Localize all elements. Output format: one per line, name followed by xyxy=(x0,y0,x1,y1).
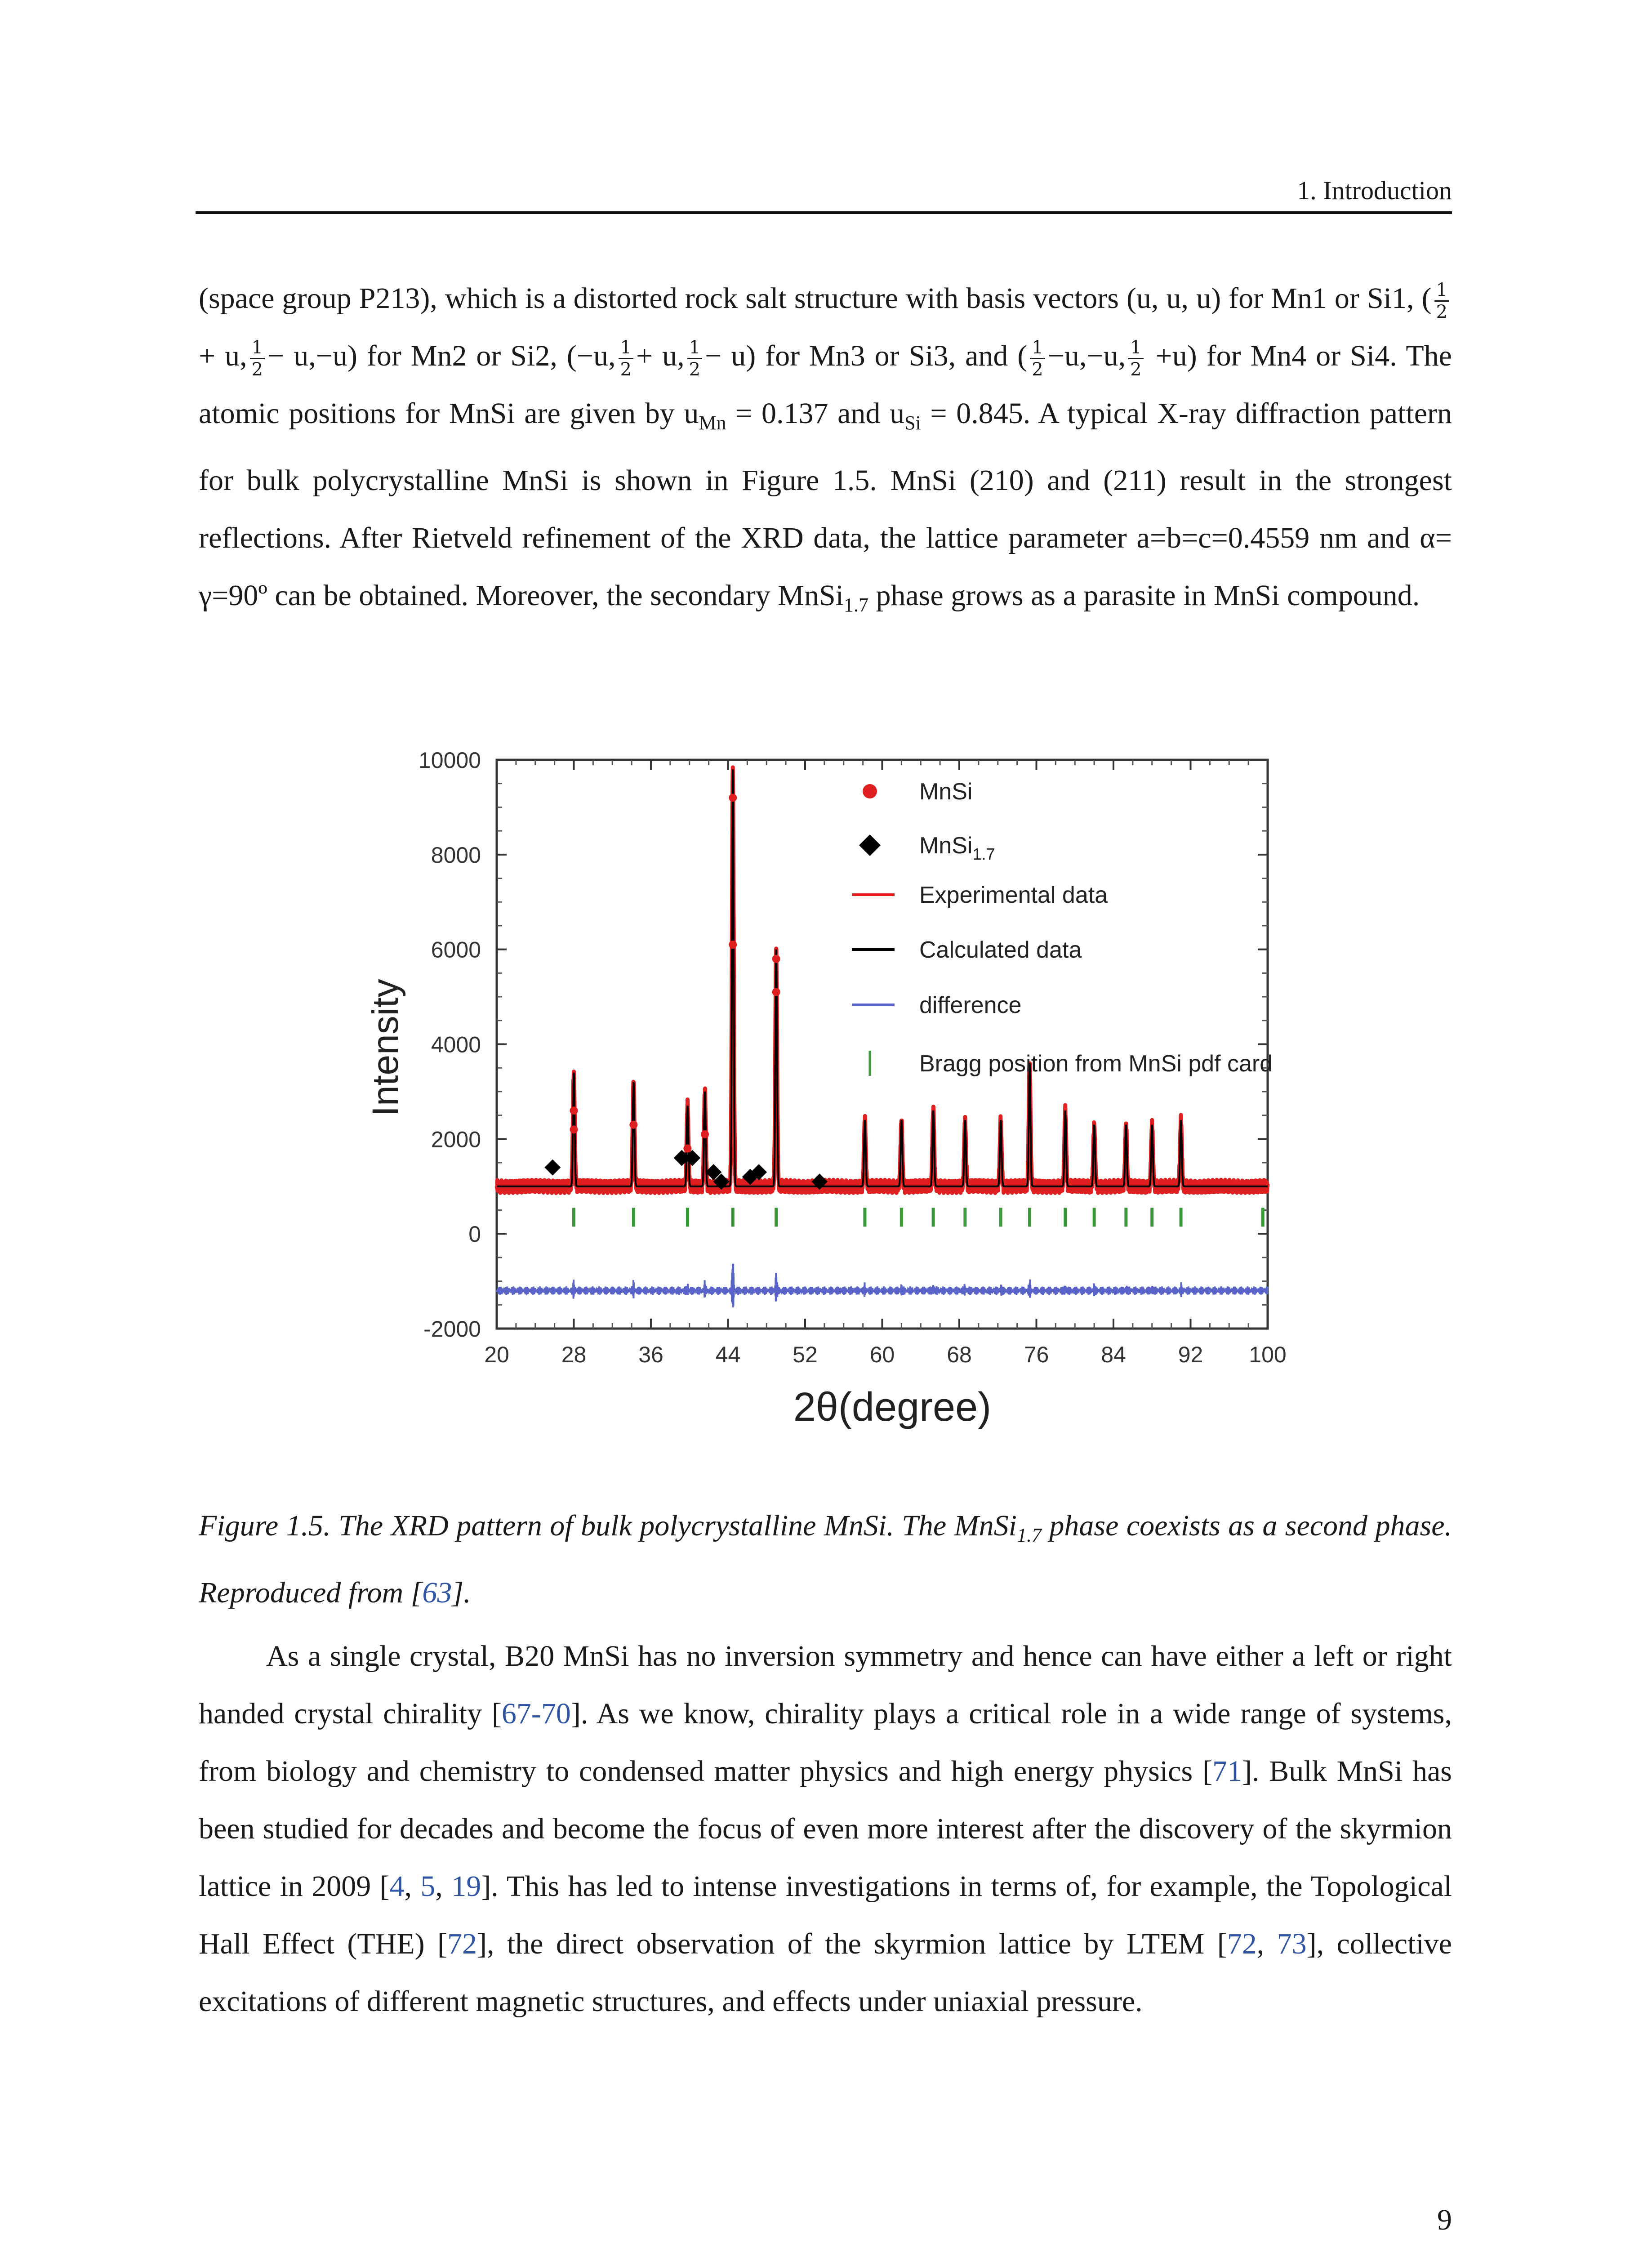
y-tick-label: 4000 xyxy=(431,1032,481,1057)
fraction-den: 2 xyxy=(620,359,632,380)
para1-line2d: + u, xyxy=(636,339,685,372)
mnsi-marker xyxy=(729,941,737,949)
fraction-num: 1 xyxy=(1030,337,1045,359)
figure-caption xyxy=(199,1497,1452,1622)
mnsi-marker xyxy=(701,1130,709,1138)
citation-link[interactable]: 72 xyxy=(1227,1927,1257,1960)
legend-mnsi17-symbol xyxy=(859,834,881,856)
para2-text-a: As a single crystal, B20 MnSi has no inversion symmetry and hence can have either a left or right handed crystal chirality [ xyxy=(199,1640,1452,1730)
subscript-si: Si xyxy=(904,412,921,434)
x-tick-label: 76 xyxy=(1024,1342,1049,1367)
fraction-den: 2 xyxy=(1032,359,1043,380)
legend-label-subscript: 1.7 xyxy=(972,845,995,863)
y-tick-label: 2000 xyxy=(431,1127,481,1152)
x-tick-label: 20 xyxy=(484,1342,509,1367)
legend-label: MnSi xyxy=(919,779,973,805)
para2-text-f: ], collective excitations of different magnetic structures, and effects under uniaxial pressure. xyxy=(199,1927,1452,2018)
para1-line1: (space group P213), which is a distorted rock salt structure with basis vectors (u, u, u) for Mn1 xyxy=(199,282,1327,315)
citation-link[interactable]: 73 xyxy=(1277,1927,1307,1960)
legend-label: Bragg position from MnSi pdf card xyxy=(919,1051,1273,1077)
fraction-den: 2 xyxy=(251,359,263,380)
citation-link[interactable]: 4 xyxy=(389,1870,405,1903)
paragraph-2 xyxy=(199,1628,1452,2030)
para1-line2e: − u) for Mn3 or Si3, and ( xyxy=(705,339,1028,372)
fraction-num: 1 xyxy=(250,337,265,359)
para1-line2f: −u,−u, xyxy=(1047,339,1126,372)
x-tick-label: 52 xyxy=(793,1342,818,1367)
para1-line3c: = 0.845. xyxy=(921,397,1031,430)
para1-line2b: + u, xyxy=(199,339,247,372)
fraction-num: 1 xyxy=(687,337,702,359)
page-number: 9 xyxy=(1437,2203,1452,2236)
fraction-den: 2 xyxy=(689,359,701,380)
series-difference-line xyxy=(497,1264,1268,1307)
citation-link[interactable]: 19 xyxy=(451,1870,481,1903)
y-tick-label: -2000 xyxy=(423,1316,481,1342)
legend-label: Experimental data xyxy=(919,882,1108,908)
para1-line2c: − u,−u) for Mn2 or Si2, (−u, xyxy=(267,339,616,372)
y-tick-label: 10000 xyxy=(418,748,481,773)
citation-link[interactable]: 67-70 xyxy=(501,1697,571,1730)
citation-link[interactable]: 63 xyxy=(422,1576,452,1610)
mnsi-marker xyxy=(570,1125,578,1133)
para1-line4b: phase grows as a parasite in MnSi compound. xyxy=(868,579,1420,612)
fraction-den: 2 xyxy=(1130,359,1142,380)
x-tick-label: 68 xyxy=(947,1342,972,1367)
subscript-mn: Mn xyxy=(699,412,726,434)
para1-line4: A typical X-ray diffraction pattern for bulk polycrystalline MnSi is shown in Figure 1.5. MnSi (210) and (211) result in the strongest reflections. After Rietveld refinement of the XRD data, the lattice parameter a=b=c=0.4559 nm and α= γ=90º can be obtained. Moreover, the secondary MnSi xyxy=(199,397,1452,612)
para2-text-e: ], the direct observation of the skyrmion lattice by LTEM [ xyxy=(476,1927,1227,1960)
x-tick-label: 100 xyxy=(1249,1342,1287,1367)
y-tick-label: 0 xyxy=(468,1222,481,1247)
citation-link[interactable]: 71 xyxy=(1212,1755,1242,1788)
fraction-num: 1 xyxy=(619,337,633,359)
x-tick-label: 92 xyxy=(1178,1342,1203,1367)
mnsi-marker xyxy=(772,988,780,996)
y-tick-label: 8000 xyxy=(431,842,481,868)
legend-label: difference xyxy=(919,992,1022,1018)
mnsi-marker xyxy=(629,1121,637,1129)
mnsi-marker xyxy=(729,794,737,802)
separator: , xyxy=(1256,1927,1277,1960)
caption-subscript: 1.7 xyxy=(1016,1524,1042,1547)
legend-mnsi-symbol xyxy=(863,784,877,798)
x-tick-label: 84 xyxy=(1101,1342,1126,1367)
y-tick-label: 6000 xyxy=(431,937,481,963)
legend-label: MnSi$_{1.7}$ xyxy=(919,833,995,863)
section-title: 1. Introduction xyxy=(1297,176,1452,205)
mnsi-marker xyxy=(772,955,780,963)
y-axis-label: Intensity xyxy=(365,979,406,1116)
x-tick-label: 60 xyxy=(869,1342,895,1367)
x-tick-label: 28 xyxy=(561,1342,587,1367)
caption-text-a: Figure 1.5. The XRD pattern of bulk polycrystalline MnSi. The MnSi xyxy=(199,1509,1017,1542)
caption-text-c: ]. xyxy=(452,1576,471,1610)
mnsi17-marker xyxy=(544,1160,561,1176)
x-tick-label: 44 xyxy=(715,1342,741,1367)
caption-text-b: phase coexists as a second phase. Reproduced from [ xyxy=(199,1509,1452,1610)
x-axis-label: 2θ(degree) xyxy=(793,1385,992,1430)
separator: , xyxy=(435,1870,452,1903)
para1-line3b: = 0.137 and u xyxy=(726,397,905,430)
separator: , xyxy=(404,1870,421,1903)
mnsi-marker xyxy=(683,1144,691,1152)
para2-text-d: ]. This has led to intense investigations in terms of, for example, the Topological Hall Effect (THE) [ xyxy=(199,1870,1452,1960)
citation-link[interactable]: 5 xyxy=(420,1870,436,1903)
fraction-den: 2 xyxy=(1436,302,1448,323)
x-tick-label: 36 xyxy=(638,1342,663,1367)
para1-line3a: +u) for Mn4 or Si4. The atomic positions for MnSi are given by u xyxy=(199,339,1452,430)
mnsi-marker xyxy=(570,1106,578,1115)
para2-text-b: ]. As we know, chirality plays a critical role in a wide range of systems, from biology and chemistry to condensed matter physics and high energy physics [ xyxy=(199,1697,1452,1788)
subscript-1-7: 1.7 xyxy=(843,594,868,616)
legend-label: Calculated data xyxy=(919,937,1082,963)
fraction-num: 1 xyxy=(1434,280,1449,302)
para2-text-c: ]. Bulk MnSi has been studied for decades and become the focus of even more interest after the discovery of the skyrmion lattice in 2009 [ xyxy=(199,1755,1452,1903)
para1-line2a: or Si1, ( xyxy=(1334,282,1432,315)
plot-frame xyxy=(497,760,1268,1329)
fraction-num: 1 xyxy=(1128,337,1143,359)
citation-link[interactable]: 72 xyxy=(447,1927,477,1960)
